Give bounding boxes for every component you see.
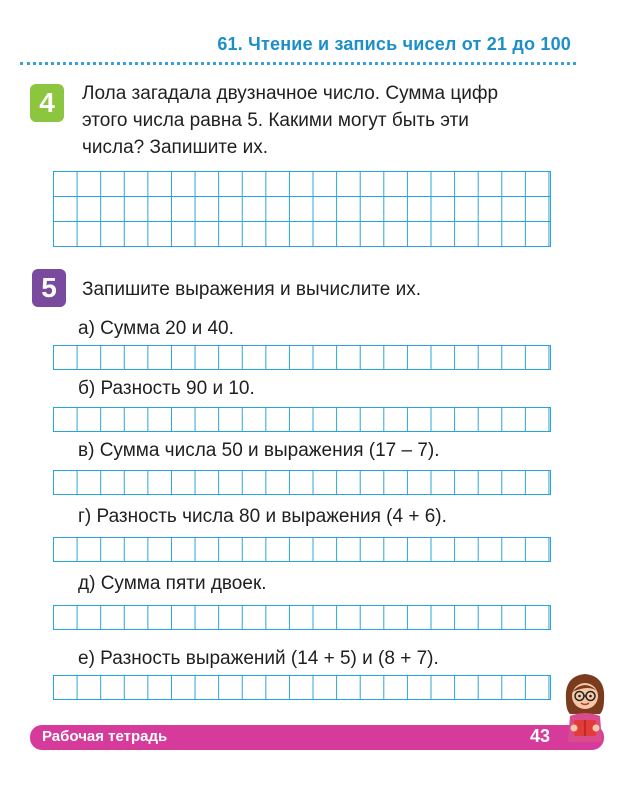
task-4-text: Лола загадала двузначное число. Сумма цифр этого числа равна 5. Какими могут быть эти числа? Запишите их. xyxy=(82,83,499,158)
task-5-answer-row-f[interactable] xyxy=(53,675,551,700)
task-5-answer-row-b[interactable] xyxy=(53,407,551,432)
task-5-answer-row-c[interactable] xyxy=(53,470,551,495)
task-5-item-e: д) Сумма пяти двоек. xyxy=(78,573,267,594)
task-5-answer-row-d[interactable] xyxy=(53,537,551,562)
task-5-text: Запишите выражения и вычислите их. xyxy=(82,279,422,300)
header-divider xyxy=(20,62,576,65)
task-4-badge: 4 xyxy=(30,84,64,122)
task-4-answer-grid[interactable] xyxy=(53,171,551,247)
task-5-answer-row-e[interactable] xyxy=(53,605,551,630)
task-5-badge: 5 xyxy=(32,269,66,307)
task-5-item-f: е) Разность выражений (14 + 5) и (8 + 7). xyxy=(78,648,439,669)
page-number: 43 xyxy=(530,726,551,746)
girl-reading-illustration xyxy=(560,670,610,750)
task-5-item-d: г) Разность числа 80 и выражения (4 + 6). xyxy=(78,506,447,527)
task-5-answer-row-a[interactable] xyxy=(53,345,551,370)
page-title: 61. Чтение и запись чисел от 21 до 100 xyxy=(217,34,571,54)
task-5-item-a: а) Сумма 20 и 40. xyxy=(78,318,234,339)
footer-label: Рабочая тетрадь xyxy=(42,728,168,745)
task-5-item-c: в) Сумма числа 50 и выражения (17 – 7). xyxy=(78,440,440,461)
task-5-item-b: б) Разность 90 и 10. xyxy=(78,378,255,399)
